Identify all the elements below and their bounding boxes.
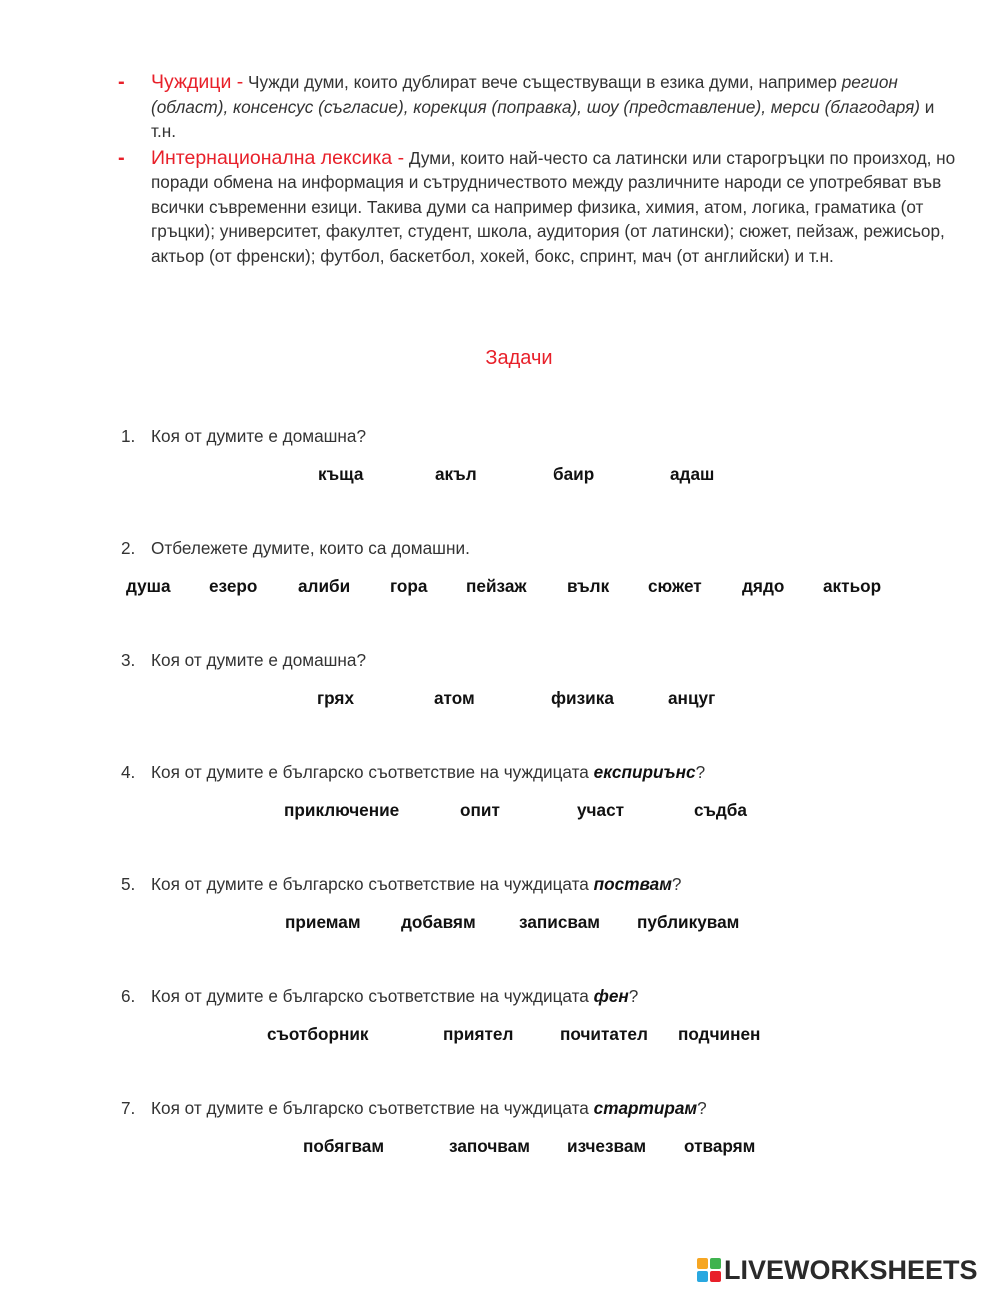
bullet-term: Интернационална лексика -: [151, 146, 405, 169]
bullet-dash: -: [118, 71, 125, 93]
option[interactable]: дядо: [742, 576, 785, 596]
question-number: 7.: [121, 1098, 136, 1118]
question-5: [121, 874, 681, 895]
option[interactable]: пейзаж: [466, 576, 527, 596]
logo-cube: [710, 1271, 721, 1282]
option[interactable]: гора: [390, 576, 428, 596]
option[interactable]: добавям: [401, 912, 476, 932]
option[interactable]: грях: [317, 688, 355, 708]
question-3: [121, 650, 366, 671]
question-text: Коя от думите е българско съответствие на чуждицата: [151, 762, 594, 782]
question-6: [121, 986, 638, 1007]
logo-cube: [697, 1258, 708, 1269]
question-text: Коя от думите е българско съответствие на чуждицата: [151, 986, 594, 1006]
intro-bullets: [118, 70, 958, 268]
bullet-foreign-words: [118, 70, 958, 144]
option[interactable]: душа: [126, 576, 171, 596]
option[interactable]: физика: [551, 688, 614, 708]
option[interactable]: отварям: [684, 1136, 756, 1156]
question-end: ?: [671, 874, 682, 894]
bullet-international-lexis: [118, 146, 958, 269]
option[interactable]: вълк: [567, 576, 610, 596]
question-number: 5.: [121, 874, 136, 894]
option[interactable]: актьор: [823, 576, 882, 596]
question-7: [121, 1098, 707, 1119]
foreign-word: експириънс: [593, 762, 696, 782]
liveworksheets-logo: [697, 1254, 978, 1286]
logo-cube: [697, 1271, 708, 1282]
foreign-word: стартирам: [593, 1098, 698, 1118]
question-4: [121, 762, 705, 783]
option[interactable]: побягвам: [303, 1136, 385, 1156]
option[interactable]: записвам: [519, 912, 600, 932]
option[interactable]: приятел: [443, 1024, 514, 1044]
question-end: ?: [695, 762, 706, 782]
logo-cubes-icon: [697, 1258, 721, 1282]
question-text: Отбележете думите, които са домашни.: [151, 538, 470, 558]
foreign-word: поствам: [593, 874, 672, 894]
option[interactable]: къща: [318, 464, 364, 484]
bullet-text-part: Чужди думи, които дублират вече съществуващи в езика думи, например: [243, 72, 842, 92]
question-1: [121, 426, 366, 447]
question-number: 2.: [121, 538, 136, 558]
option[interactable]: адаш: [670, 464, 715, 484]
question-text: Коя от думите е домашна?: [151, 650, 367, 670]
question-text: Коя от думите е българско съответствие на чуждицата: [151, 874, 594, 894]
question-2: [121, 538, 470, 559]
option[interactable]: акъл: [435, 464, 477, 484]
option[interactable]: приемам: [285, 912, 361, 932]
question-text: Коя от думите е българско съответствие на чуждицата: [151, 1098, 594, 1118]
option[interactable]: участ: [577, 800, 625, 820]
option[interactable]: почитател: [560, 1024, 648, 1044]
bullet-term: Чуждици -: [151, 71, 244, 93]
foreign-word: фен: [593, 986, 629, 1006]
option[interactable]: подчинен: [678, 1024, 761, 1044]
option[interactable]: изчезвам: [567, 1136, 647, 1156]
option[interactable]: атом: [434, 688, 475, 708]
option[interactable]: сюжет: [648, 576, 702, 596]
option[interactable]: анцуг: [668, 688, 716, 708]
bullet-examples: регион (област), консенсус (съгласие), корекция (поправка), шоу (представление), мерси (благодаря): [151, 72, 921, 117]
question-end: ?: [628, 986, 639, 1006]
question-number: 1.: [121, 426, 136, 446]
logo-text: LIVEWORKSHEETS: [724, 1254, 978, 1285]
question-end: ?: [697, 1098, 707, 1118]
bullet-text: [151, 70, 958, 144]
question-number: 6.: [121, 986, 136, 1006]
option[interactable]: съдба: [694, 800, 747, 820]
option[interactable]: приключение: [284, 800, 400, 820]
question-number: 4.: [121, 762, 136, 782]
bullet-text: [151, 146, 958, 269]
bullet-dash: -: [118, 146, 125, 169]
option[interactable]: езеро: [209, 576, 258, 596]
logo-cube: [710, 1258, 721, 1269]
bullet-text-part: и т.н.: [151, 96, 935, 141]
bullet-text-part: Думи, които най-често са латински или старогръцки по произход, но поради обмена на информация и сътрудничеството между различните народи се употребяват във всички съвременни езици. Такива думи са например физика, химия, атом, логика, граматика (от гръцки); университет, факултет, студент, школа, аудитория (от латински); сюжет, пейзаж, режисьор, актьор (от френски); футбол, баскетбол, хокей, бокс, спринт, мач (от английски) и т.н.: [151, 147, 956, 266]
question-number: 3.: [121, 650, 136, 670]
tasks-title: Задачи: [485, 347, 553, 369]
option[interactable]: публикувам: [637, 912, 740, 932]
option[interactable]: опит: [460, 800, 500, 820]
question-text: Коя от думите е домашна?: [151, 426, 367, 446]
option[interactable]: баир: [553, 464, 595, 484]
option[interactable]: започвам: [449, 1136, 530, 1156]
option[interactable]: алиби: [298, 576, 351, 596]
option[interactable]: съотборник: [267, 1024, 369, 1044]
